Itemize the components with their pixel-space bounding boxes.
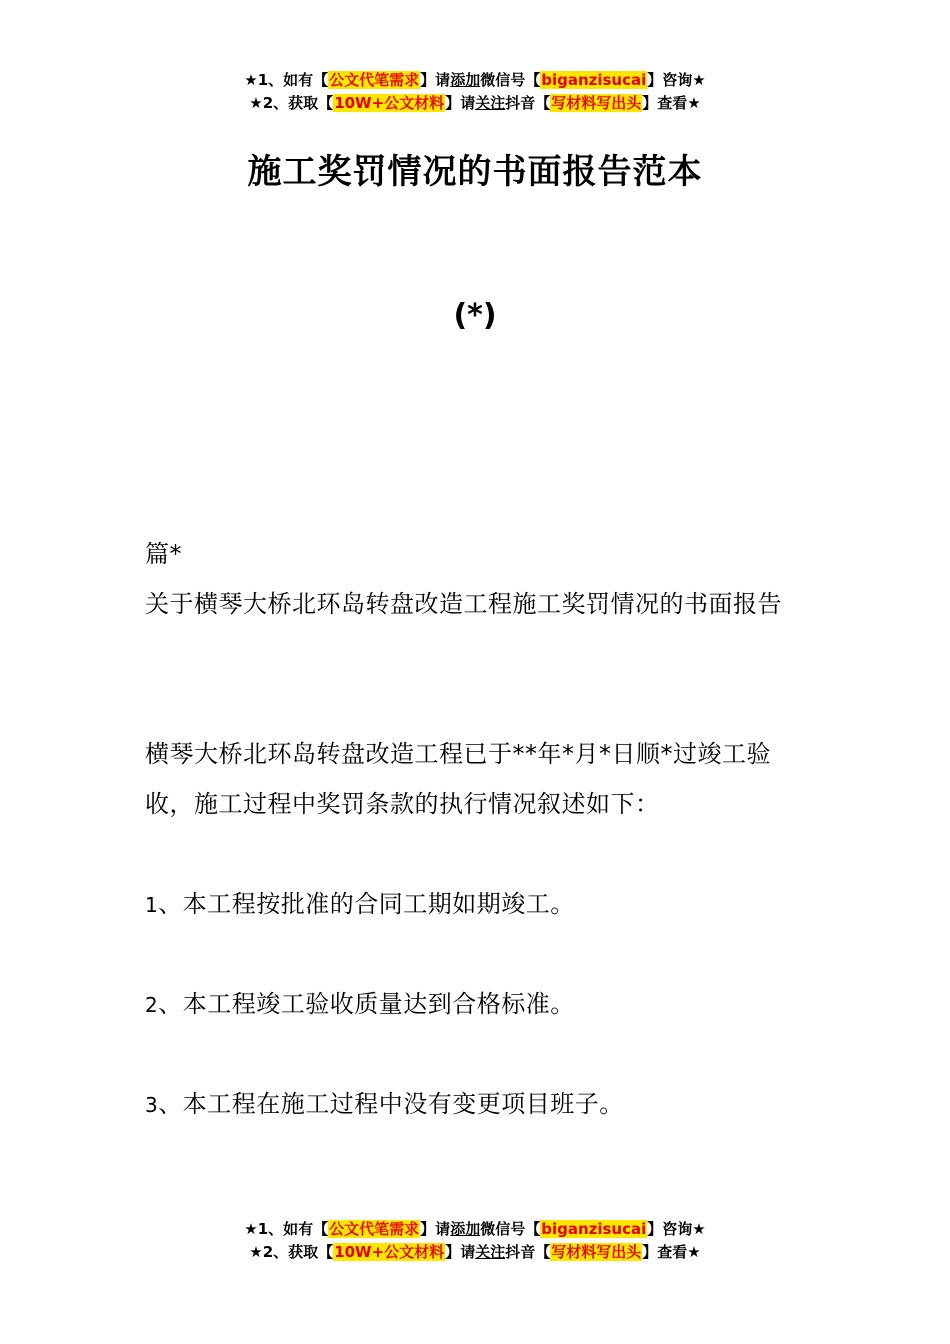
banner-highlight: 公文代笔需求 [329, 71, 420, 89]
banner-text: 】咨询★ [647, 1220, 706, 1238]
list-item-text: 、本工程按批准的合同工期如期竣工。 [158, 890, 575, 918]
banner-emphasis: 添加 [450, 1220, 481, 1238]
list-item-number: 1 [145, 893, 159, 917]
report-heading: 关于横琴大桥北环岛转盘改造工程施工奖罚情况的书面报告 [145, 590, 782, 618]
list-item [145, 1079, 815, 1130]
page-subtitle: (*) [453, 298, 497, 333]
banner-text: 】咨询★ [647, 71, 706, 89]
banner-emphasis: 关注 [475, 94, 506, 112]
section-label: 篇* [145, 540, 182, 568]
bottom-banner [0, 1218, 950, 1264]
list-item [145, 979, 815, 1030]
list-item-text: 、本工程竣工验收质量达到合格标准。 [158, 990, 575, 1018]
banner-text: ★1、如有【 [244, 71, 329, 89]
banner-emphasis: 关注 [475, 1243, 506, 1261]
banner-text: 微信号【 [480, 71, 541, 89]
banner-highlight: 写材料写出头 [551, 94, 642, 112]
list-item [145, 879, 815, 930]
banner-text: 】查看★ [642, 1243, 701, 1261]
banner-line-1 [0, 69, 950, 92]
banner-line-2 [0, 92, 950, 115]
banner-highlight: biganzisucai [541, 71, 647, 89]
banner-highlight: 写材料写出头 [551, 1243, 642, 1261]
banner-text: 】请 [420, 71, 451, 89]
banner-text: 】查看★ [642, 94, 701, 112]
banner-text: 抖音【 [505, 94, 551, 112]
banner-text: ★2、获取【 [249, 94, 334, 112]
banner-line-2 [0, 1241, 950, 1264]
banner-text: 抖音【 [505, 1243, 551, 1261]
banner-line-1 [0, 1218, 950, 1241]
banner-highlight: 10W+公文材料 [334, 94, 445, 112]
banner-text: 微信号【 [480, 1220, 541, 1238]
banner-highlight: 10W+公文材料 [334, 1243, 445, 1261]
list-item-number: 2 [145, 993, 159, 1017]
page-title: 施工奖罚情况的书面报告范本 [247, 152, 703, 192]
banner-text: 】请 [445, 1243, 476, 1261]
banner-text: 】请 [420, 1220, 451, 1238]
banner-text: 】请 [445, 94, 476, 112]
intro-paragraph: 横琴大桥北环岛转盘改造工程已于**年*月*日顺*过竣工验收，施工过程中奖罚条款的执行情况叙述如下： [145, 740, 771, 818]
banner-text: ★1、如有【 [244, 1220, 329, 1238]
banner-emphasis: 添加 [450, 71, 481, 89]
list-item-number: 3 [145, 1093, 159, 1117]
banner-highlight: biganzisucai [541, 1220, 647, 1238]
list-item-text: 、本工程在施工过程中没有变更项目班子。 [158, 1090, 624, 1118]
banner-highlight: 公文代笔需求 [329, 1220, 420, 1238]
banner-text: ★2、获取【 [249, 1243, 334, 1261]
top-banner [0, 69, 950, 115]
